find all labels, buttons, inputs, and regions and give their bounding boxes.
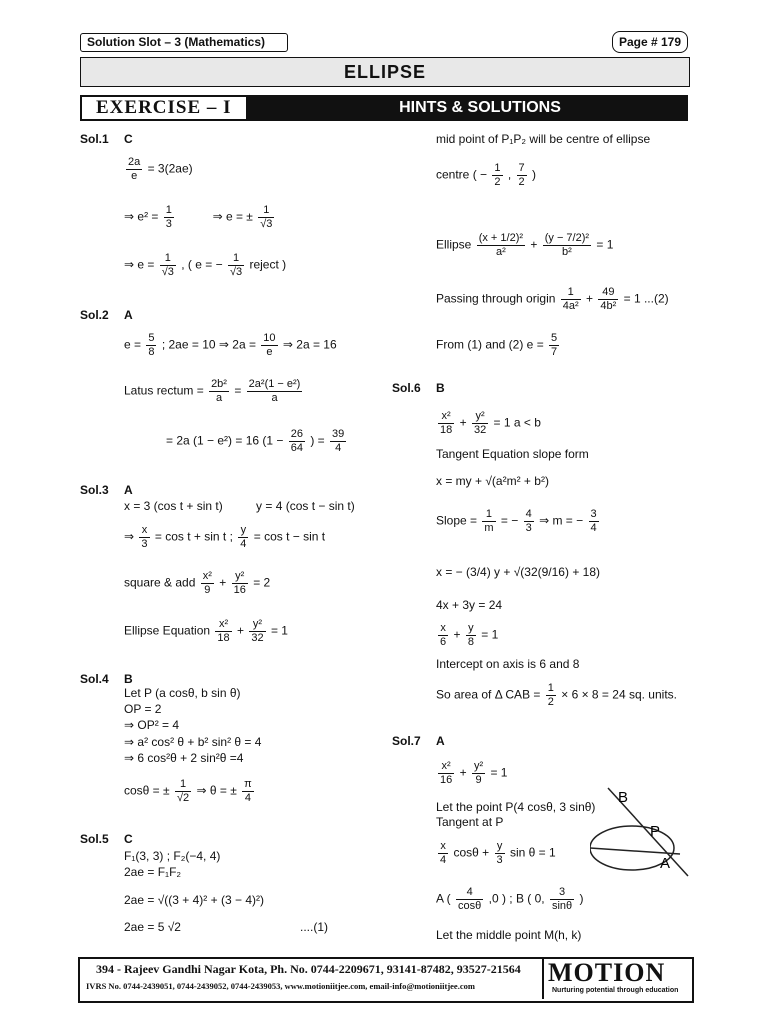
footer-address: 394 - Rajeev Gandhi Nagar Kota, Ph. No. 0744-2209671, 93141-87482, 93527-21564: [96, 962, 521, 976]
sol1-line3: ⇒ e = $\frac{1}{√3}$ , ( e = − $\frac{1}{√3}$ reject ): [124, 252, 287, 278]
sol4-label: Sol.4: [80, 672, 109, 686]
sol7-line6: Let the middle point M(h, k): [436, 928, 582, 942]
sol5-line1: F₁(3, 3) ; F₂(−4, 4): [124, 849, 221, 863]
sol4-line2: OP = 2: [124, 702, 162, 716]
sol5-answer: C: [124, 832, 133, 846]
sol3-line1: x = 3 (cos t + sin t) y = 4 (cos t − sin t): [124, 499, 355, 513]
point-label-a: A: [660, 855, 671, 872]
sol5-line4: 2ae = 5 √2: [124, 920, 181, 934]
sol4-line4: ⇒ a² cos² θ + b² sin² θ = 4: [124, 735, 262, 749]
sol1-label: Sol.1: [80, 132, 109, 146]
sol2-answer: A: [124, 308, 133, 322]
sol5-line2: 2ae = F₁F₂: [124, 865, 182, 879]
point-label-p: P: [650, 823, 661, 840]
sol5-right-line4: Passing through origin $\frac{1}{\text{4a²}}$ + $\frac{49}{\text{4b²}}$ = 1 ...(2): [436, 286, 669, 312]
sol4-line6: cosθ = ± $\frac{1}{√2}$ ⇒ θ = ± $\frac{\pi}{4}$: [124, 778, 252, 804]
sol5-right-line2: centre ( − $\frac{1}{2}$ , $\frac{7}{2}$ ): [436, 162, 537, 188]
sol5-eq-ref: ....(1): [300, 920, 329, 934]
sol6-line6: 4x + 3y = 24: [436, 598, 503, 612]
sol6-line1: $\frac{\text{x²}}{18}$ + $\frac{\text{y²}}{32}$ = 1 a < b: [440, 410, 541, 436]
sol7-label: Sol.7: [392, 734, 421, 748]
sol1-line1: $\frac{2a}{e}$ = 3(2ae): [128, 156, 193, 182]
solution-slot-label: Solution Slot – 3 (Mathematics): [80, 33, 288, 52]
sol7-answer: A: [436, 734, 445, 748]
axis-line: [590, 848, 680, 854]
sol4-answer: B: [124, 672, 133, 686]
sol2-line3: = 2a (1 − e²) = 16 (1 − $\frac{26}{64}$ ) = $\frac{39}{4}$: [166, 428, 345, 454]
sol2-line2: Latus rectum = $\frac{\text{2b²}}{a}$ = $\frac{\text{2a²(1 − e²)}}{a}$: [124, 378, 301, 404]
page-title: ELLIPSE: [80, 57, 690, 87]
sol5-right-line3: Ellipse $\frac{\text{(x + 1/2)²}}{\text{a²}}$ + $\frac{\text{(y − 7/2)²}}{\text{b²}}$ = 1: [436, 232, 614, 258]
sol7-line5: A ( $\frac{4}{\cos\theta}$ ,0 ) ; B ( 0, $\frac{3}{\sin\theta}$ ): [436, 886, 584, 912]
sol6-line8: Intercept on axis is 6 and 8: [436, 657, 580, 671]
exercise-label: EXERCISE – I: [82, 97, 246, 119]
sol6-line3: x = my + √(a²m² + b²): [436, 474, 549, 488]
sol5-right-line5: From (1) and (2) e = $\frac{5}{7}$: [436, 332, 558, 358]
footer-contact: IVRS No. 0744-2439051, 0744-2439052, 0744-2439053, www.motioniitjee.com, email-info@motioniitjee.com: [86, 981, 475, 991]
sol4-line1: Let P (a cosθ, b sin θ): [124, 686, 241, 700]
sol5-line3: 2ae = √((3 + 4)² + (3 − 4)²): [124, 893, 264, 907]
sol6-line5: x = − (3/4) y + √(32(9/16) + 18): [436, 565, 600, 579]
sol1-answer: C: [124, 132, 133, 146]
sol2-label: Sol.2: [80, 308, 109, 322]
sol5-label: Sol.5: [80, 832, 109, 846]
sol7-line3: Tangent at P: [436, 815, 504, 829]
sol6-line7: $\frac{x}{6}$ + $\frac{y}{8}$ = 1: [440, 622, 499, 648]
sol6-line9: So area of Δ CAB = $\frac{1}{2}$ × 6 × 8 = 24 sq. units.: [436, 682, 677, 708]
sol6-label: Sol.6: [392, 381, 421, 395]
sol7-line4: $\frac{x}{4}$ cosθ + $\frac{y}{3}$ sin θ = 1: [440, 840, 556, 866]
sol3-line2: ⇒ $\frac{x}{3}$ = cos t + sin t ; $\frac{y}{4}$ = cos t − sin t: [124, 524, 326, 550]
ellipse-tangent-figure: [590, 782, 690, 877]
sol1-line2: ⇒ e² = $\frac{1}{3}$ ⇒ e = ± $\frac{1}{√3}$: [124, 204, 273, 230]
sol3-line3: square & add $\frac{\text{x²}}{9}$ + $\frac{\text{y²}}{16}$ = 2: [124, 570, 271, 596]
sol2-line1: e = $\frac{5}{8}$ ; 2ae = 10 ⇒ 2a = $\frac{10}{e}$ ⇒ 2a = 16: [124, 332, 337, 358]
sol4-line3: ⇒ OP² = 4: [124, 718, 180, 732]
sol7-line1: $\frac{\text{x²}}{16}$ + $\frac{\text{y²}}{9}$ = 1: [440, 760, 508, 786]
hints-heading: HINTS & SOLUTIONS: [399, 99, 561, 116]
page-number: Page # 179: [612, 31, 688, 53]
sol3-line4: Ellipse Equation $\frac{\text{x²}}{18}$ + $\frac{\text{y²}}{32}$ = 1: [124, 618, 288, 644]
sol4-line5: ⇒ 6 cos²θ + 2 sin²θ =4: [124, 751, 244, 765]
sol6-line2: Tangent Equation slope form: [436, 447, 589, 461]
logo-tagline: Nurturing potential through education: [552, 987, 679, 994]
motion-logo: MOTION: [548, 958, 666, 987]
sol7-line2: Let the point P(4 cosθ, 3 sinθ): [436, 800, 596, 814]
sol3-answer: A: [124, 483, 133, 497]
sol5-right-line1: mid point of P₁P₂ will be centre of ellipse: [436, 132, 651, 146]
sol3-label: Sol.3: [80, 483, 109, 497]
sol6-line4: Slope = $\frac{1}{m}$ = − $\frac{4}{3}$ ⇒ m = − $\frac{3}{4}$: [436, 508, 597, 534]
sol6-answer: B: [436, 381, 445, 395]
point-label-b: B: [618, 789, 629, 806]
